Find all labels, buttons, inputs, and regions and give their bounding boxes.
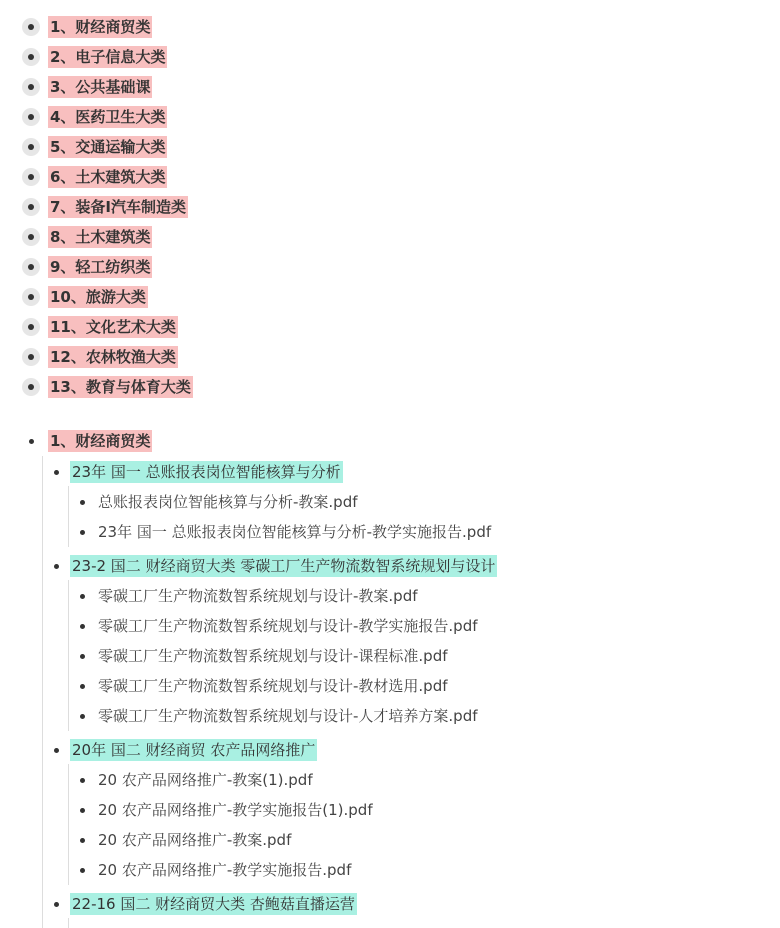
folder-link[interactable]: 22-16 国二 财经商贸大类 杏鲍菇直播运营 bbox=[72, 895, 355, 913]
file-link[interactable]: 20 农产品网络推广-教案(1).pdf bbox=[98, 771, 313, 789]
bullet-icon bbox=[54, 748, 59, 753]
folder-link[interactable]: 23-2 国二 财经商贸大类 零碳工厂生产物流数智系统规划与设计 bbox=[72, 557, 496, 575]
bullet-icon bbox=[22, 318, 40, 336]
category-link[interactable]: 7、装备I汽车制造类 bbox=[50, 198, 187, 216]
tree-root-link[interactable]: 1、财经商贸类 bbox=[50, 432, 151, 450]
bullet-icon bbox=[80, 684, 85, 689]
folder-link[interactable]: 20年 国二 财经商贸 农产品网络推广 bbox=[72, 741, 316, 759]
bullet-icon bbox=[22, 18, 40, 36]
category-link[interactable]: 9、轻工纺织类 bbox=[50, 258, 151, 276]
file-link[interactable]: 20 农产品网络推广-教学实施报告(1).pdf bbox=[98, 801, 373, 819]
bullet-icon bbox=[22, 378, 40, 396]
file-link[interactable]: 零碳工厂生产物流数智系统规划与设计-教案.pdf bbox=[98, 587, 418, 605]
file-link[interactable]: 零碳工厂生产物流数智系统规划与设计-人才培养方案.pdf bbox=[98, 707, 478, 725]
bullet-icon bbox=[80, 624, 85, 629]
category-link[interactable]: 2、电子信息大类 bbox=[50, 48, 166, 66]
bullet-icon bbox=[80, 808, 85, 813]
tree-guide-line bbox=[68, 580, 69, 731]
bullet-icon bbox=[22, 138, 40, 156]
tree-guide-line bbox=[68, 764, 69, 885]
file-link[interactable]: 20 农产品网络推广-教学实施报告.pdf bbox=[98, 861, 352, 879]
bullet-icon bbox=[22, 288, 40, 306]
category-link[interactable]: 6、土木建筑大类 bbox=[50, 168, 166, 186]
file-link[interactable]: 零碳工厂生产物流数智系统规划与设计-课程标准.pdf bbox=[98, 647, 448, 665]
bullet-icon bbox=[22, 258, 40, 276]
category-link[interactable]: 1、财经商贸类 bbox=[50, 18, 151, 36]
category-link[interactable]: 11、文化艺术大类 bbox=[50, 318, 176, 336]
category-link[interactable]: 4、医药卫生大类 bbox=[50, 108, 166, 126]
category-link[interactable]: 3、公共基础课 bbox=[50, 78, 151, 96]
bullet-icon bbox=[80, 594, 85, 599]
file-link[interactable]: 总账报表岗位智能核算与分析-教案.pdf bbox=[98, 493, 358, 511]
bullet-icon bbox=[80, 714, 85, 719]
bullet-icon bbox=[54, 564, 59, 569]
folder-link[interactable]: 23年 国一 总账报表岗位智能核算与分析 bbox=[72, 463, 341, 481]
bullet-icon bbox=[80, 530, 85, 535]
bullet-icon bbox=[22, 228, 40, 246]
bullet-icon bbox=[29, 439, 34, 444]
bullet-icon bbox=[80, 868, 85, 873]
bullet-icon bbox=[80, 778, 85, 783]
bullet-icon bbox=[54, 902, 59, 907]
bullet-icon bbox=[22, 78, 40, 96]
tree-guide-line bbox=[42, 456, 43, 928]
bullet-icon bbox=[54, 470, 59, 475]
file-link[interactable]: 零碳工厂生产物流数智系统规划与设计-教材选用.pdf bbox=[98, 677, 448, 695]
tree-guide-line bbox=[68, 486, 69, 547]
category-link[interactable]: 13、教育与体育大类 bbox=[50, 378, 191, 396]
bullet-icon bbox=[22, 348, 40, 366]
category-link[interactable]: 8、土木建筑类 bbox=[50, 228, 151, 246]
file-link[interactable]: 20 农产品网络推广-教案.pdf bbox=[98, 831, 292, 849]
bullet-icon bbox=[22, 168, 40, 186]
category-link[interactable]: 10、旅游大类 bbox=[50, 288, 146, 306]
bullet-icon bbox=[22, 108, 40, 126]
file-link[interactable]: 零碳工厂生产物流数智系统规划与设计-教学实施报告.pdf bbox=[98, 617, 478, 635]
category-link[interactable]: 5、交通运输大类 bbox=[50, 138, 166, 156]
bullet-icon bbox=[22, 48, 40, 66]
tree-guide-line bbox=[68, 918, 69, 928]
bullet-icon bbox=[80, 500, 85, 505]
bullet-icon bbox=[80, 838, 85, 843]
bullet-icon bbox=[80, 654, 85, 659]
bullet-icon bbox=[22, 198, 40, 216]
file-link[interactable]: 23年 国一 总账报表岗位智能核算与分析-教学实施报告.pdf bbox=[98, 523, 492, 541]
category-link[interactable]: 12、农林牧渔大类 bbox=[50, 348, 176, 366]
